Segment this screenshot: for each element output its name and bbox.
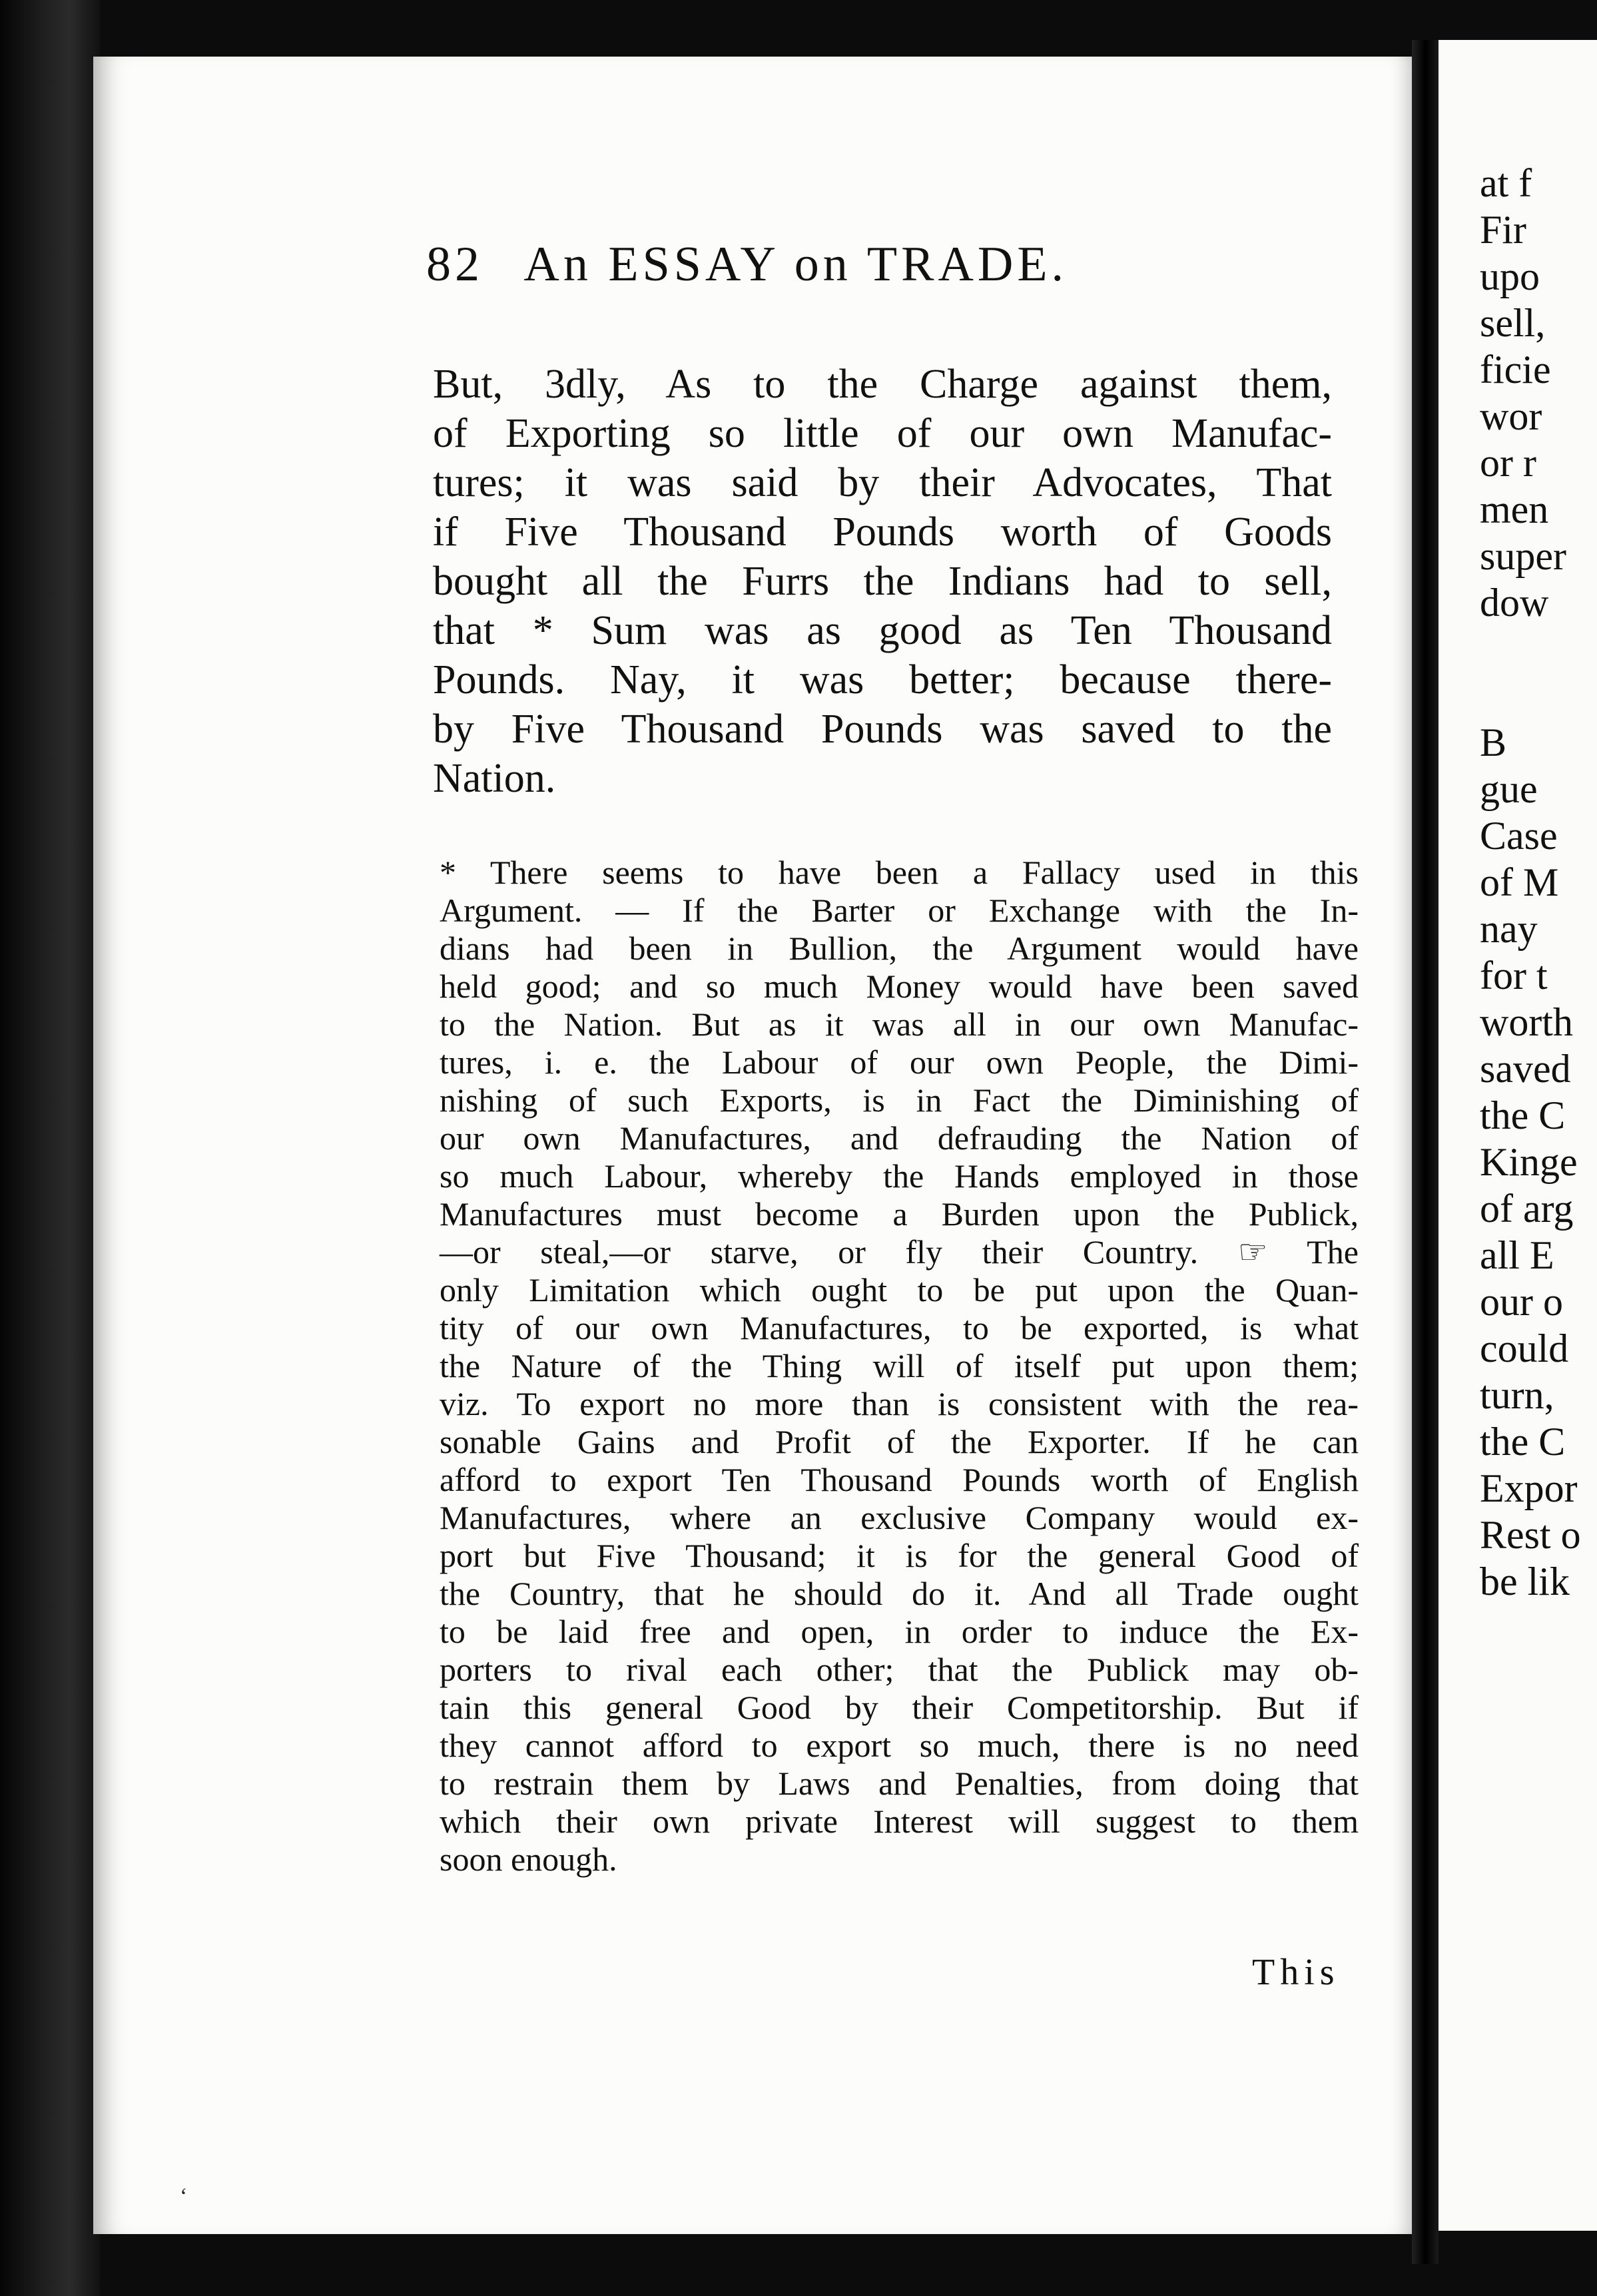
facing-page-line: Fir [1480, 208, 1527, 252]
facing-page-line: all E [1480, 1233, 1554, 1277]
facing-page-line: sell, [1480, 301, 1546, 345]
footnote [440, 854, 1359, 1878]
main-paragraph [433, 360, 1332, 803]
running-head [426, 236, 1068, 293]
footnote-line: soon enough. [440, 1841, 617, 1878]
footnote-line: afford to export Ten Thousand Pounds worth of English [440, 1461, 1359, 1498]
facing-page-line: Rest o [1480, 1513, 1581, 1557]
facing-page-line: worth [1480, 1000, 1573, 1044]
footnote-line: dians had been in Bullion, the Argument would have [440, 930, 1359, 967]
facing-page-line: of arg [1480, 1187, 1574, 1231]
footnote-line: Argument. — If the Barter or Exchange with the In- [440, 892, 1359, 929]
facing-page-line: saved [1480, 1047, 1571, 1091]
body-line: Pounds. Nay, it was better; because there- [433, 657, 1332, 703]
facing-page-line: men [1480, 487, 1549, 531]
footnote-line: port but Five Thousand; it is for the general Good of [440, 1537, 1359, 1574]
footnote-line: to be laid free and open, in order to induce the Ex- [440, 1613, 1359, 1650]
facing-page-fragment [1438, 40, 1597, 2231]
footnote-line: only Limitation which ought to be put upon the Quan- [440, 1271, 1359, 1308]
facing-page-line: our o [1480, 1280, 1563, 1324]
facing-page-line: ficie [1480, 348, 1551, 392]
footnote-line: —or steal,—or starve, or fly their Country. ☞ The [440, 1233, 1359, 1271]
footnote-line: so much Labour, whereby the Hands employed in those [440, 1157, 1359, 1195]
facing-page-line: dow [1480, 581, 1549, 625]
footnote-line: our own Manufactures, and defrauding the Nation of [440, 1119, 1359, 1157]
facing-page-line: be lik [1480, 1560, 1570, 1603]
body-line: Nation. [433, 756, 556, 801]
facing-page-line: could [1480, 1326, 1569, 1370]
body-line: if Five Thousand Pounds worth of Goods [433, 509, 1332, 555]
body-line: But, 3dly, As to the Charge against them, [433, 362, 1332, 407]
footnote-line: Manufactures must become a Burden upon the Publick, [440, 1195, 1359, 1233]
facing-page-line: Case [1480, 814, 1558, 858]
footnote-line: tures, i. e. the Labour of our own People, the Dimi- [440, 1043, 1359, 1081]
facing-page-line: gue [1480, 767, 1538, 811]
facing-page-line: turn, [1480, 1373, 1554, 1417]
facing-page-line: of M [1480, 860, 1559, 904]
body-line: by Five Thousand Pounds was saved to the [433, 707, 1332, 752]
footnote-line: tain this general Good by their Competitorship. But if [440, 1689, 1359, 1726]
catchword: This [1252, 1952, 1340, 1993]
facing-page-line: the C [1480, 1093, 1566, 1137]
facing-page-line: or r [1480, 441, 1536, 485]
body-line: tures; it was said by their Advocates, That [433, 460, 1332, 505]
footnote-line: the Country, that he should do it. And all Trade ought [440, 1575, 1359, 1612]
marginal-mark: ‘ [180, 2184, 188, 2209]
running-title: An ESSAY on TRADE. [523, 237, 1068, 292]
footnote-line: the Nature of the Thing will of itself put upon them; [440, 1347, 1359, 1384]
facing-page-line: at f [1480, 161, 1532, 205]
footnote-line: which their own private Interest will suggest to them [440, 1803, 1359, 1840]
footnote-line: * There seems to have been a Fallacy used in this [440, 854, 1359, 891]
footnote-line: held good; and so much Money would have been saved [440, 968, 1359, 1005]
footnote-line: nishing of such Exports, is in Fact the Diminishing of [440, 1081, 1359, 1119]
book-binding-edge [0, 0, 100, 2296]
facing-page-line: super [1480, 534, 1566, 578]
footnote-line: Manufactures, where an exclusive Company would ex- [440, 1499, 1359, 1536]
facing-page-line: upo [1480, 254, 1540, 298]
page-number: 82 [426, 237, 483, 292]
body-line: bought all the Furrs the Indians had to sell, [433, 559, 1332, 604]
footnote-line: to restrain them by Laws and Penalties, from doing that [440, 1765, 1359, 1802]
body-line: of Exporting so little of our own Manufac- [433, 411, 1332, 456]
facing-page-line: nay [1480, 907, 1538, 951]
facing-page-line: B [1480, 720, 1507, 764]
body-line: that * Sum was as good as Ten Thousand [433, 608, 1332, 653]
footnote-line: sonable Gains and Profit of the Exporter. If he can [440, 1423, 1359, 1460]
facing-page-line: the C [1480, 1420, 1566, 1464]
footnote-line: viz. To export no more than is consistent with the rea- [440, 1385, 1359, 1422]
facing-page-line: Expor [1480, 1466, 1578, 1510]
footnote-line: tity of our own Manufactures, to be exported, is what [440, 1309, 1359, 1346]
footnote-line: porters to rival each other; that the Publick may ob- [440, 1651, 1359, 1688]
book-gutter [1412, 40, 1438, 2264]
facing-page-line: Kinge [1480, 1140, 1578, 1184]
footnote-line: they cannot afford to export so much, there is no need [440, 1727, 1359, 1764]
facing-page-line: for t [1480, 954, 1548, 998]
facing-page-line: wor [1480, 394, 1542, 438]
footnote-line: to the Nation. But as it was all in our own Manufac- [440, 1005, 1359, 1043]
